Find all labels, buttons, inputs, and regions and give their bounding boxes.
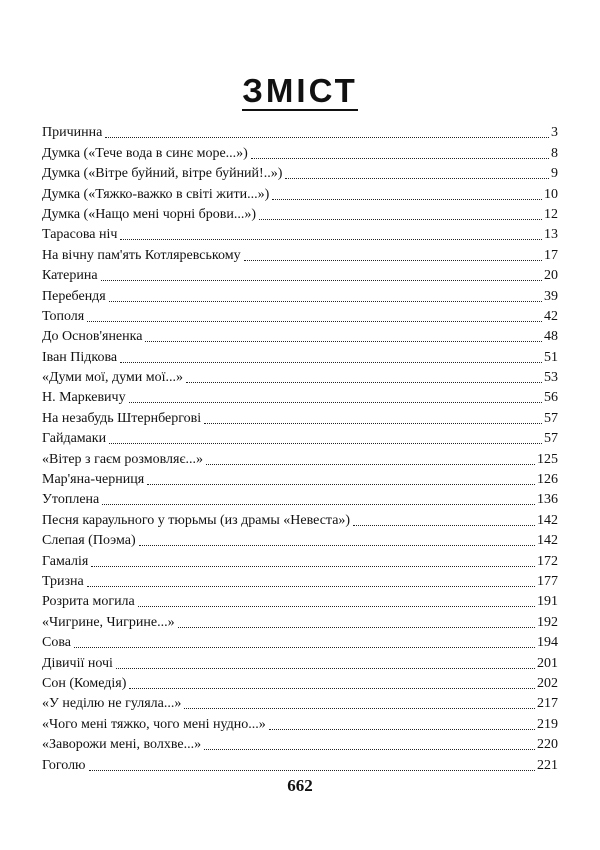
toc-entry (42, 529, 558, 549)
toc-dot-leader (272, 199, 542, 200)
toc-dot-leader (116, 668, 535, 669)
toc-entry-page: 220 (537, 737, 558, 753)
toc-entry-page: 48 (544, 329, 558, 345)
toc-entry-title: Мар'яна-черниця (42, 472, 145, 488)
toc-entry-title: Тризна (42, 573, 84, 589)
toc-entry-page: 57 (544, 431, 558, 447)
toc-entry-title: Слепая (Поэма) (42, 533, 136, 549)
toc-entry-title: «Чигрине, Чигрине...» (42, 614, 175, 630)
toc-entry (42, 284, 558, 304)
toc-entry-title: До Основ'яненка (42, 329, 143, 345)
toc-entry (42, 733, 558, 753)
toc-entry (42, 203, 558, 223)
toc-entry-title: «Чого мені тяжко, чого мені нудно...» (42, 716, 266, 732)
toc-entry (42, 610, 558, 630)
toc-dot-leader (204, 423, 542, 424)
toc-entry (42, 162, 558, 182)
toc-entry (42, 386, 558, 406)
toc-entry (42, 305, 558, 325)
toc-dot-leader (139, 545, 535, 546)
toc-dot-leader (244, 260, 542, 261)
toc-entry-title: Н. Маркевичу (42, 390, 126, 406)
toc-entry (42, 570, 558, 590)
toc-dot-leader (251, 158, 549, 159)
toc-entry (42, 223, 558, 243)
toc-entry-page: 57 (544, 410, 558, 426)
toc-entry-page: 202 (537, 675, 558, 691)
toc-entry-page: 56 (544, 390, 558, 406)
toc-entry-page: 172 (537, 553, 558, 569)
toc-entry-page: 192 (537, 614, 558, 630)
toc-entry-title: Причинна (42, 125, 103, 141)
toc-entry-page: 51 (544, 349, 558, 365)
toc-entry (42, 508, 558, 528)
toc-entry-title: Думка («Тяжко-важко в світі жити...») (42, 186, 270, 202)
table-of-contents (42, 121, 558, 774)
toc-entry (42, 182, 558, 202)
toc-entry (42, 549, 558, 569)
toc-entry-title: Гайдамаки (42, 431, 107, 447)
toc-entry-page: 13 (544, 227, 558, 243)
toc-entry-page: 136 (537, 492, 558, 508)
toc-entry-title: Гамалія (42, 553, 89, 569)
toc-entry (42, 345, 558, 365)
toc-entry-page: 142 (537, 512, 558, 528)
toc-entry-page: 42 (544, 308, 558, 324)
toc-entry (42, 651, 558, 671)
toc-entry-title: На незабудь Штернбергові (42, 410, 202, 426)
toc-entry-page: 142 (537, 533, 558, 549)
toc-dot-leader (109, 301, 542, 302)
toc-entry-title: «Думи мої, думи мої...» (42, 370, 184, 386)
toc-entry (42, 590, 558, 610)
toc-entry-title: Іван Підкова (42, 349, 118, 365)
toc-entry-title: Дівичії ночі (42, 655, 113, 671)
toc-entry-page: 10 (544, 186, 558, 202)
toc-dot-leader (204, 749, 535, 750)
toc-dot-leader (269, 729, 535, 730)
toc-entry (42, 325, 558, 345)
toc-dot-leader (105, 137, 549, 138)
toc-entry-title: На вічну пам'ять Котляревському (42, 247, 241, 263)
toc-dot-leader (138, 606, 535, 607)
toc-dot-leader (178, 627, 535, 628)
toc-entry-page: 125 (537, 451, 558, 467)
toc-entry (42, 468, 558, 488)
toc-dot-leader (186, 382, 542, 383)
toc-entry-page: 8 (551, 145, 558, 161)
toc-dot-leader (147, 484, 535, 485)
toc-entry-page: 177 (537, 573, 558, 589)
toc-entry-page: 219 (537, 716, 558, 732)
toc-entry (42, 243, 558, 263)
toc-entry (42, 631, 558, 651)
toc-entry-title: Думка («Вітре буйний, вітре буйний!..») (42, 166, 283, 182)
toc-entry-page: 39 (544, 288, 558, 304)
toc-dot-leader (120, 239, 542, 240)
toc-dot-leader (129, 688, 535, 689)
toc-entry-title: Розрита могила (42, 594, 135, 610)
toc-entry-title: Думка («Нащо мені чорні брови...») (42, 206, 257, 222)
page-title (0, 72, 600, 110)
toc-entry-title: Сон (Комедія) (42, 675, 127, 691)
toc-dot-leader (206, 464, 535, 465)
toc-entry (42, 672, 558, 692)
toc-entry-title: «Вітер з гаєм розмовляє...» (42, 451, 203, 467)
toc-dot-leader (102, 504, 535, 505)
toc-dot-leader (285, 178, 549, 179)
toc-entry-page: 221 (537, 757, 558, 773)
toc-entry-title: Утоплена (42, 492, 100, 508)
toc-entry-page: 201 (537, 655, 558, 671)
toc-dot-leader (353, 525, 535, 526)
toc-entry (42, 141, 558, 161)
toc-entry-page: 126 (537, 472, 558, 488)
toc-dot-leader (259, 219, 542, 220)
toc-entry-page: 17 (544, 247, 558, 263)
toc-entry (42, 753, 558, 773)
toc-entry-page: 194 (537, 635, 558, 651)
toc-entry-title: Думка («Тече вода в синє море...») (42, 145, 248, 161)
toc-entry-page: 217 (537, 696, 558, 712)
toc-entry-page: 9 (551, 166, 558, 182)
toc-dot-leader (120, 362, 542, 363)
toc-entry-title: Гоголю (42, 757, 86, 773)
page-title-text: ЗМІСТ (242, 72, 358, 109)
toc-dot-leader (74, 647, 535, 648)
toc-entry-page: 191 (537, 594, 558, 610)
toc-dot-leader (101, 280, 542, 281)
toc-dot-leader (184, 708, 535, 709)
toc-dot-leader (129, 402, 542, 403)
toc-entry (42, 121, 558, 141)
toc-entry (42, 264, 558, 284)
toc-entry-page: 20 (544, 268, 558, 284)
toc-entry (42, 488, 558, 508)
page-number: 662 (287, 776, 313, 795)
toc-entry (42, 692, 558, 712)
toc-dot-leader (91, 566, 535, 567)
toc-dot-leader (109, 443, 542, 444)
toc-entry-page: 3 (551, 125, 558, 141)
toc-entry-page: 12 (544, 206, 558, 222)
toc-entry (42, 427, 558, 447)
toc-entry (42, 406, 558, 426)
toc-entry-page: 53 (544, 370, 558, 386)
toc-entry-title: Перебендя (42, 288, 106, 304)
toc-dot-leader (145, 341, 542, 342)
toc-entry-title: Сова (42, 635, 71, 651)
toc-entry-title: «Заворожи мені, волхве...» (42, 737, 202, 753)
toc-dot-leader (89, 770, 535, 771)
toc-entry-title: Тарасова ніч (42, 227, 118, 243)
toc-entry-title: Тополя (42, 308, 85, 324)
toc-entry-title: Песня караульного у тюрьмы (из драмы «Невеста») (42, 512, 351, 528)
toc-dot-leader (87, 321, 542, 322)
toc-dot-leader (87, 586, 535, 587)
toc-entry (42, 447, 558, 467)
toc-entry-title: «У неділю не гуляла...» (42, 696, 182, 712)
toc-entry (42, 712, 558, 732)
toc-entry (42, 366, 558, 386)
toc-entry-title: Катерина (42, 268, 98, 284)
